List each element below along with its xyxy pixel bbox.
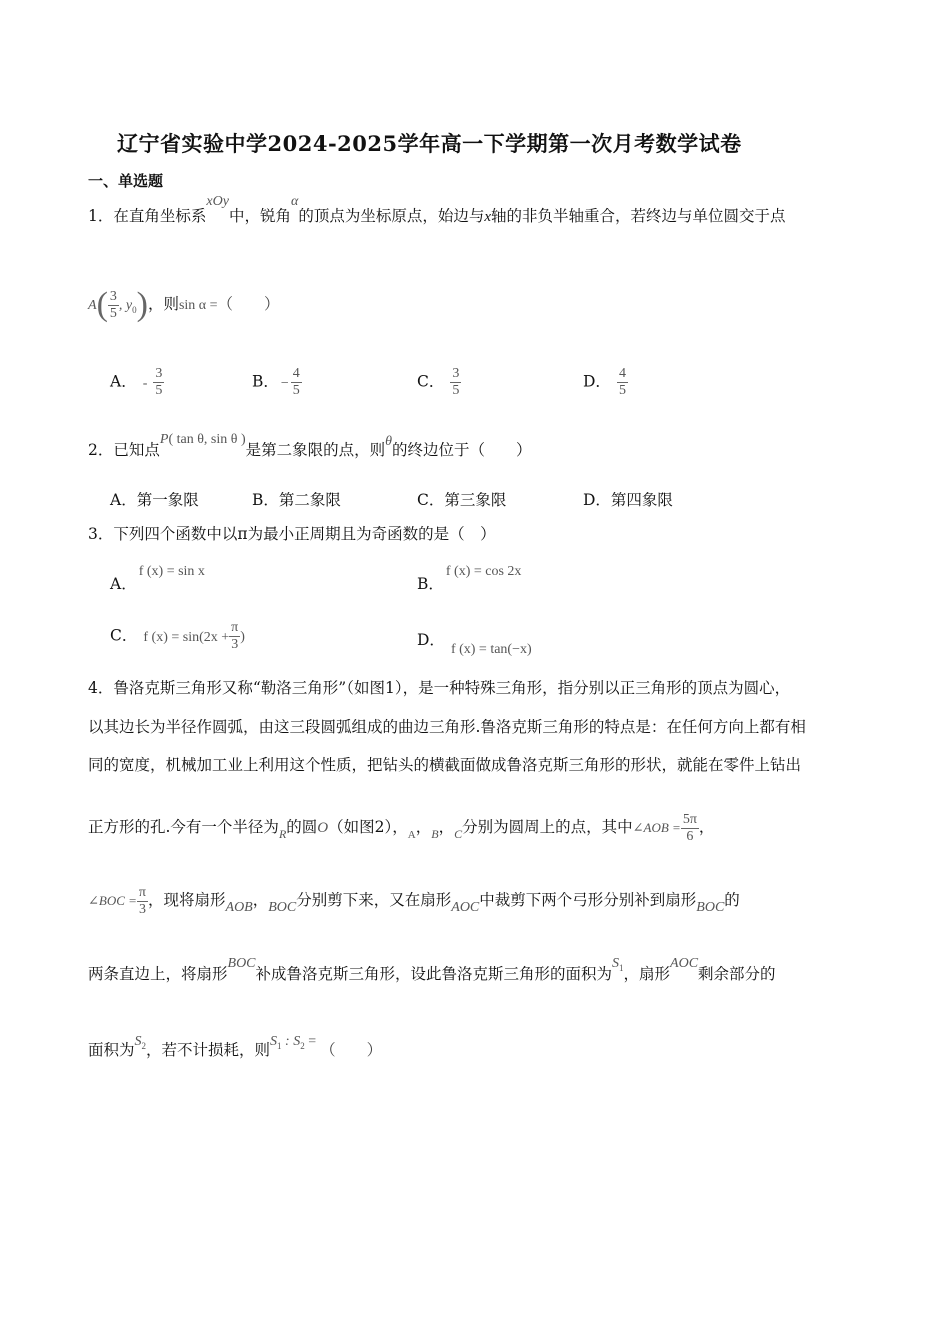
math-angle-aob: ∠AOB = — [632, 820, 681, 835]
q1-option-b[interactable] — [252, 366, 302, 399]
math-point-a: A — [88, 298, 97, 313]
text: ，现将扇形 — [148, 891, 226, 909]
math-aoc: AOC — [451, 900, 480, 915]
question-1-line-2 — [88, 284, 280, 330]
text: 的终边位于（ ） — [392, 441, 532, 459]
math-y: , y — [118, 298, 133, 313]
q2-option-d[interactable]: D．第四象限 — [583, 491, 673, 509]
subscript: 1 — [277, 1041, 282, 1052]
option-formula: f (x) = tan(−x) — [450, 642, 532, 657]
q2-option-a[interactable]: A．第一象限 — [110, 491, 199, 509]
q1-option-d[interactable] — [583, 366, 628, 399]
sign: - — [142, 375, 148, 391]
option-label: B． — [252, 372, 279, 391]
numerator: π — [231, 620, 239, 635]
numerator: 4 — [292, 366, 300, 381]
fraction — [229, 620, 240, 653]
text: 补成鲁洛克斯三角形，设此鲁洛克斯三角形的面积为 — [255, 965, 613, 983]
option-label: D． — [583, 372, 611, 391]
numerator: π — [138, 884, 146, 900]
option-label: B． — [417, 575, 444, 593]
question-4-line-3: 同的宽度，机械加工业上利用这个性质，把钻头的横截面做成鲁洛克斯三角形的形状，就能在零件上钻出 — [88, 756, 802, 774]
text: 分别剪下来，又在扇形 — [296, 891, 452, 909]
math-b: B — [431, 827, 439, 841]
question-number: 4． — [88, 679, 114, 697]
denominator: 6 — [686, 828, 694, 844]
math-xoy: xOy — [206, 194, 229, 209]
q2-option-c[interactable]: C．第三象限 — [417, 491, 507, 509]
numerator: 3 — [109, 288, 117, 304]
math-a: A — [407, 829, 416, 841]
question-4-line-5 — [88, 880, 740, 922]
option-label: A． — [110, 372, 137, 391]
fraction — [617, 366, 628, 399]
denominator: 5 — [155, 383, 163, 398]
text: 鲁洛克斯三角形又称“勒洛三角形”（如图1），是一种特殊三角形，指分别以正三角形的顶点为圆心， — [113, 679, 791, 697]
question-4-line-7 — [88, 1034, 383, 1066]
option-label: A． — [110, 575, 137, 593]
denominator: 5 — [109, 305, 117, 321]
answer-paren: （ ） — [217, 295, 280, 313]
math-s1: S — [612, 956, 620, 971]
option-formula: f (x) = sin(2x + — [143, 629, 230, 645]
math-angle-boc: ∠BOC = — [88, 893, 137, 908]
math-boc: BOC — [268, 900, 297, 915]
option-formula: f (x) = cos 2x — [445, 564, 522, 579]
math-r: R — [278, 827, 287, 841]
section-heading: 一、单选题 — [88, 172, 164, 190]
math-c: C — [454, 827, 463, 841]
fraction — [291, 366, 302, 399]
q3-option-a[interactable] — [110, 558, 205, 593]
fraction — [108, 289, 119, 322]
option-label: C． — [110, 626, 138, 645]
math-ratio: S — [270, 1034, 278, 1049]
text: 中，锐角 — [228, 207, 291, 225]
math-o: O — [317, 820, 329, 836]
paren-close: ) — [240, 629, 245, 645]
text: 的顶点为坐标原点，始边与 — [298, 207, 485, 225]
fraction — [681, 812, 699, 845]
text: 已知点 — [113, 441, 160, 459]
fraction — [450, 366, 461, 399]
denominator: 3 — [231, 637, 239, 652]
numerator: 4 — [618, 366, 626, 381]
paren-open: ( — [96, 286, 108, 323]
text: ，若不计损耗，则 — [146, 1041, 271, 1059]
math-sin-alpha: sin α = — [178, 298, 218, 313]
text: （如图2）， — [328, 818, 408, 836]
math-alpha: α — [290, 194, 299, 209]
text: 正方形的孔.今有一个半径为 — [88, 818, 279, 836]
q3-option-c[interactable] — [110, 620, 245, 653]
text: 在直角坐标系 — [113, 207, 207, 225]
question-2-line — [88, 432, 532, 462]
text: ， — [698, 818, 715, 836]
denominator: 5 — [452, 383, 460, 398]
q1-option-a[interactable] — [110, 366, 164, 399]
math-equals: = — [304, 1034, 317, 1049]
paren-close: ) — [136, 286, 148, 323]
math-boc: BOC — [227, 956, 256, 971]
numerator: 5π — [682, 811, 697, 827]
numerator: 3 — [452, 366, 460, 381]
math-boc: BOC — [696, 900, 725, 915]
text: 轴的非负半轴重合，若终边与单位圆交于点 — [491, 207, 786, 225]
sign: − — [280, 375, 289, 391]
text: 下列四个函数中以π为最小正周期且为奇函数的是（ ） — [113, 525, 496, 543]
text: ，则 — [147, 295, 179, 313]
text: 面积为 — [88, 1041, 135, 1059]
math-s2: S — [134, 1034, 142, 1049]
text: ，扇形 — [623, 965, 671, 983]
option-label: C． — [417, 372, 445, 391]
text: ， — [438, 818, 455, 836]
text: ， — [415, 818, 432, 836]
subscript: 2 — [141, 1041, 147, 1052]
numerator: 3 — [155, 366, 163, 381]
subscript: 2 — [300, 1041, 305, 1052]
page-title: 辽宁省实验中学2024-2025学年高一下学期第一次月考数学试卷 — [117, 131, 742, 156]
question-1-line-1 — [88, 194, 786, 228]
answer-paren: （ ） — [320, 1041, 383, 1059]
denominator: 5 — [292, 383, 300, 398]
q2-option-b[interactable]: B．第二象限 — [252, 491, 341, 509]
text: 的圆 — [286, 818, 318, 836]
text: 中裁剪下两个弓形分别补到扇形 — [479, 891, 697, 909]
math-point-expression: ( tan θ, sin θ ) — [168, 432, 246, 447]
option-formula: f (x) = sin x — [138, 564, 205, 579]
question-3-stem — [88, 524, 496, 544]
question-4-line-2: 以其边长为半径作圆弧，由这三段圆弧组成的曲边三角形.鲁洛克斯三角形的特点是：在任何方向上都有相 — [88, 718, 806, 736]
math-theta: θ — [385, 434, 393, 449]
subscript: 1 — [619, 963, 624, 974]
fraction — [153, 366, 164, 399]
denominator: 3 — [138, 901, 146, 917]
text: 是第二象限的点，则 — [245, 441, 386, 459]
q3-option-d[interactable] — [417, 630, 532, 657]
question-4-line-6 — [88, 956, 776, 990]
question-4-line-1 — [88, 678, 790, 698]
question-number: 2． — [88, 441, 114, 459]
text: 剩余部分的 — [698, 965, 776, 983]
denominator: 5 — [618, 383, 626, 398]
fraction — [137, 885, 148, 918]
math-p: P — [159, 432, 169, 447]
math-aoc: AOC — [670, 956, 699, 971]
question-number: 1． — [88, 207, 114, 225]
text: 分别为圆周上的点，其中 — [462, 818, 633, 836]
text: ， — [252, 891, 269, 909]
text: 的 — [724, 891, 740, 909]
question-number: 3． — [88, 525, 114, 543]
math-x: x — [484, 209, 491, 225]
text: 两条直边上，将扇形 — [88, 965, 228, 983]
q3-option-b[interactable] — [417, 558, 522, 593]
option-label: D． — [417, 631, 445, 649]
subscript: 0 — [132, 305, 137, 316]
math-aob: AOB — [225, 900, 253, 915]
q1-option-c[interactable] — [417, 366, 461, 399]
math-ratio: : S — [281, 1034, 301, 1049]
question-4-line-4 — [88, 808, 714, 848]
